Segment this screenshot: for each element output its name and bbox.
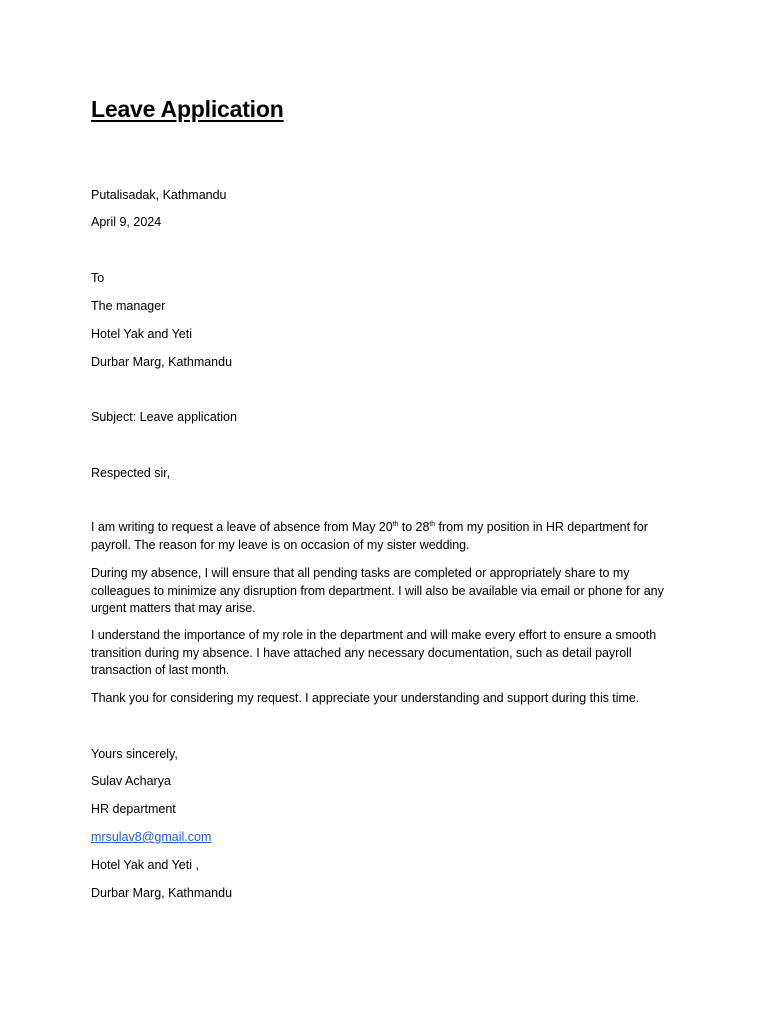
recipient-organization: Hotel Yak and Yeti [91,327,193,341]
body-p1-text-3: from my position in HR department for payroll. The reason for my leave is on occasion of my sister wedding. [91,520,648,552]
signer-address: Durbar Marg, Kathmandu [91,886,233,900]
signer-organization: Hotel Yak and Yeti , [91,858,199,872]
signer-department: HR department [91,802,176,816]
letter-date: April 9, 2024 [91,215,162,229]
subject-line: Subject: Leave application [91,410,237,424]
recipient-role: The manager [91,299,166,313]
recipient-to: To [91,271,105,285]
body-p1-superscript-1: th [392,521,399,528]
valediction: Yours sincerely, [91,747,178,761]
email-link[interactable]: mrsulav8@gmail.com [91,830,212,844]
body-p1-text-2: to 28 [398,520,430,534]
document-title: Leave Application [91,96,284,122]
body-paragraph-4: Thank you for considering my request. I appreciate your understanding and support during this time. [91,691,640,705]
salutation: Respected sir, [91,466,171,480]
body-paragraph-3: I understand the importance of my role in the department and will make every effort to ensure a smooth transition during my absence. I have attached any necessary documentation, such as detail payroll transaction of last month. [91,628,657,677]
body-p1-text-1: I am writing to request a leave of absence from May 20 [91,520,393,534]
body-paragraph-1 [91,519,691,554]
sender-address: Putalisadak, Kathmandu [91,188,227,202]
body-paragraph-2: During my absence, I will ensure that all pending tasks are completed or appropriately share to my colleagues to minimize any disruption from department. I will also be available via email or phone for any urgent matters that may arise. [91,566,664,615]
body-p1-superscript-2: th [429,521,436,528]
recipient-address: Durbar Marg, Kathmandu [91,355,233,369]
signer-name: Sulav Acharya [91,774,171,788]
